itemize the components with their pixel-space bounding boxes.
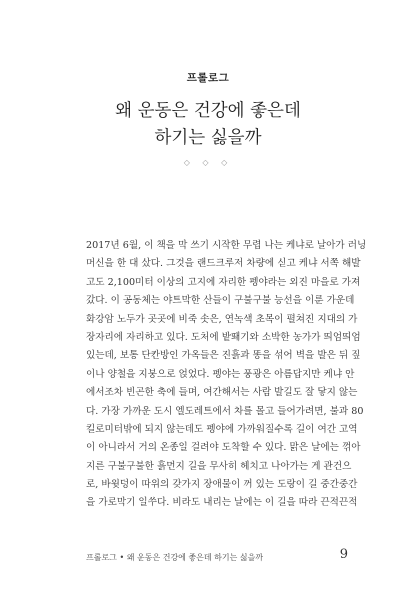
body-line: 이나 양철을 지붕으로 얹었다. 펭야는 풍광은 아름답지만 케냐 안	[86, 368, 355, 380]
body-line: 고도 2,100미터 이상의 고지에 자리한 펭야라는 외진 마을로 가져	[86, 276, 361, 288]
ornament-divider: ◇ ◇ ◇	[183, 158, 233, 167]
body-line: 을 가로막기 일쑤다. 비라도 내리는 날에는 이 길을 따라 끈적끈적	[86, 497, 358, 509]
body-line: 다. 가장 가까운 도시 엘도레트에서 차를 몰고 들어가려면, 불과 80	[86, 405, 364, 417]
body-line: 있는데, 보통 단칸방인 가옥들은 진흙과 똥을 섞어 벽을 발은 뒤 짚	[86, 350, 361, 362]
body-line: 장자리에 자리하고 있다. 도처에 밭뙈기와 소박한 농가가 띄엄띄엄	[86, 331, 361, 343]
body-line: 지른 구불구불한 흙먼지 길을 무사히 헤치고 나아가는 게 관건으	[86, 460, 352, 472]
chapter-title-line-2: 하기는 싫을까	[154, 128, 262, 148]
body-line: 2017년 6월, 이 책을 막 쓰기 시작한 무렵 나는 케냐로 날아가 러닝	[86, 240, 367, 251]
body-line: 화강암 노두가 곳곳에 비죽 솟은, 연녹색 초목이 펼쳐진 지대의 가	[86, 313, 358, 325]
body-line: 이 아니라서 거의 온종일 걸려야 도착할 수 있다. 맑은 날에는 꺾아	[86, 442, 361, 454]
running-head: 프롤로그 • 왜 운동은 건강에 좋은데 하기는 싫을까	[86, 553, 264, 562]
body-line: 로, 바윗덩이 따위의 갖가지 장애물이 꺼 있는 도랑이 길 중간중간	[86, 479, 358, 491]
body-text	[86, 237, 367, 513]
body-line: 킬로미터밖에 되지 않는데도 펭야에 가까워질수록 길이 여간 고역	[86, 423, 358, 435]
body-line: 갔다. 이 공동체는 야트막한 산들이 구불구불 능선을 이룬 가운데	[86, 295, 355, 307]
page-number: 9	[339, 547, 348, 562]
body-line: 머신을 한 대 샀다. 그것을 랜드크루저 차량에 싣고 케냐 서쪽 해발	[86, 258, 361, 270]
chapter-title	[0, 98, 416, 152]
body-line: 에서조차 빈곤한 축에 들며, 여간해서는 사람 발길도 잘 닿지 않는	[86, 387, 358, 399]
chapter-title-line-1: 왜 운동은 건강에 좋은데	[115, 101, 301, 121]
chapter-label: 프롤로그	[186, 72, 230, 84]
